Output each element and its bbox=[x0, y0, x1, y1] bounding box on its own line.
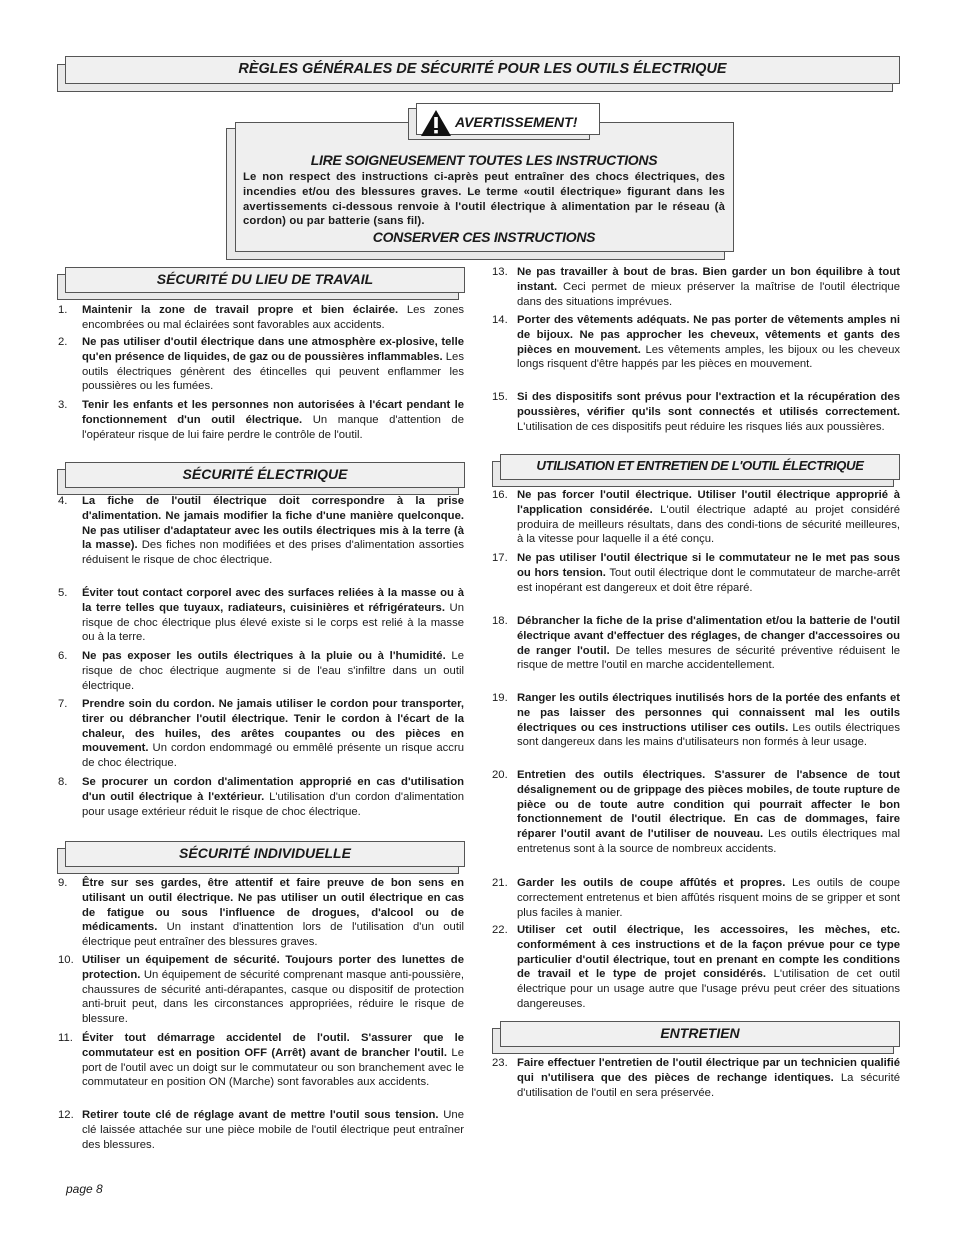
item-body-text: L'utilisation d'un cordon d'alimentation pour usage extérieur réduit le risque de choc électrique. bbox=[82, 790, 464, 818]
item-text bbox=[82, 775, 464, 819]
item-body-text: Les vêtements amples, les bijoux ou les cheveux longs risquent d'être happés par les pièces en mouvement. bbox=[517, 343, 900, 371]
item-body-text: La sécurité d'utilisation de l'outil en sera préservée. bbox=[517, 1071, 900, 1099]
item-bold-text: Ne pas forcer l'outil électrique. Utiliser l'outil électrique approprié à l'application considérée. bbox=[517, 489, 900, 516]
item-bold-text: Éviter tout contact corporel avec des surfaces reliées à la masse ou à la terre telles que tuyaux, radiateurs, cuisinières et réfrigérateurs. bbox=[82, 587, 464, 614]
item-number: 9. bbox=[58, 877, 68, 889]
item-number: 7. bbox=[58, 698, 68, 710]
section-title: SÉCURITÉ ÉLECTRIQUE bbox=[182, 466, 348, 482]
item-number: 1. bbox=[58, 304, 68, 316]
item-number: 22. bbox=[492, 924, 508, 936]
item-bold-text: Ne pas exposer les outils électriques à la pluie ou à l'humidité. bbox=[82, 650, 446, 662]
item-number: 23. bbox=[492, 1057, 508, 1069]
item-number: 14. bbox=[492, 314, 508, 326]
item-text bbox=[517, 876, 900, 920]
item-number: 10. bbox=[58, 954, 74, 966]
item-number: 11. bbox=[58, 1032, 73, 1044]
item-body-text: De telles mesures de sécurité préventive réduisent le risque de mettre l'outil en marche accidentellement. bbox=[517, 644, 900, 672]
item-text bbox=[82, 1031, 464, 1090]
item-text bbox=[517, 1056, 900, 1100]
section-header-personal bbox=[57, 841, 467, 875]
section-title: SÉCURITÉ INDIVIDUELLE bbox=[179, 845, 351, 861]
item-bold-text: Être sur ses gardes, être attentif et faire preuve de bon sens en utilisant un outil électrique. Ne pas utiliser un outil électrique en cas de fatigue ou sous l'influence de drogues, d'alcool ou de médicaments. bbox=[82, 877, 464, 934]
item-number: 4. bbox=[58, 495, 68, 507]
item-number: 20. bbox=[492, 769, 508, 781]
item-bold-text: Maintenir la zone de travail propre et bien éclairée. bbox=[82, 304, 399, 316]
item-number: 17. bbox=[492, 552, 508, 564]
item-number: 21. bbox=[492, 877, 508, 889]
item-body-text: Un cordon endommagé ou emmêlé présente un risque accru de choc électrique. bbox=[82, 742, 464, 769]
warning-title: LIRE SOIGNEUSEMENT TOUTES LES INSTRUCTIONS bbox=[310, 152, 658, 168]
item-number: 2. bbox=[58, 336, 68, 348]
item-number: 16. bbox=[492, 489, 508, 501]
item-text bbox=[82, 398, 464, 442]
item-bold-text: Prendre soin du cordon. Ne jamais utiliser le cordon pour transporter, tirer ou débrancher l'outil électrique. Tenir le cordon à l'écart de la chaleur, des huiles, des arêtes coupantes ou des pièces en mouvement. bbox=[82, 698, 464, 755]
item-number: 12. bbox=[58, 1109, 74, 1121]
item-bold-text: Retirer toute clé de réglage avant de mettre l'outil sous tension. bbox=[82, 1109, 439, 1121]
item-bold-text: Garder les outils de coupe affûtés et propres. bbox=[517, 877, 786, 889]
item-number: 19. bbox=[492, 692, 508, 704]
item-bold-text: Ne pas travailler à bout de bras. Bien garder un bon équilibre à tout instant. bbox=[517, 266, 900, 293]
item-text bbox=[517, 551, 900, 595]
item-body-text: Les outils électriques sont dangereux dans les mains d'utilisateurs non formés à leur usage. bbox=[517, 721, 900, 749]
item-text bbox=[82, 586, 464, 645]
item-bold-text: Tenir les enfants et les personnes non autorisées à l'écart pendant le fonctionnement d'un outil électrique. bbox=[82, 399, 464, 426]
item-text bbox=[82, 303, 464, 333]
item-text bbox=[517, 488, 900, 547]
item-text bbox=[82, 649, 464, 693]
item-body-text: Tout outil électrique dont le commutateur de marche-arrêt est inopérant est dangereux et doit être réparé. bbox=[517, 566, 900, 594]
item-bold-text: Entretien des outils électriques. S'assurer de l'absence de tout désalignement ou de grippage des pièces mobiles, de toute rupture de pièce ou de toute autre condition qui pourrait affecter le bon fonctionnement de l'outil électrique. En cas de dommages, faire réparer l'outil avant de l'utiliser de nouveau. bbox=[517, 769, 900, 840]
warning-footer: CONSERVER CES INSTRUCTIONS bbox=[372, 229, 596, 245]
main-title: RÈGLES GÉNÉRALES DE SÉCURITÉ POUR LES OUTILS ÉLECTRIQUE bbox=[238, 61, 727, 77]
item-bold-text: Débrancher la fiche de la prise d'alimentation et/ou la batterie de l'outil électrique avant d'effectuer des réglages, de changer d'accessoires ou de ranger l'outil. bbox=[517, 615, 900, 657]
item-bold-text: La fiche de l'outil électrique doit correspondre à la prise d'alimentation. Ne jamais modifier la fiche d'une manière quelconque. Ne pas utiliser d'adaptateur avec les outils électriques mis à la terre (à la masse). bbox=[82, 495, 464, 552]
section-header-tool-use bbox=[492, 454, 902, 488]
item-bold-text: Faire effectuer l'entretien de l'outil électrique par un technicien qualifié qui n'utilisera que des pièces de rechange identiques. bbox=[517, 1057, 900, 1084]
item-body-text: Le port de l'outil avec un doigt sur le commutateur ou son branchement avec le commutateur en position ON (Marche) sont favorables aux accidents. bbox=[82, 1046, 464, 1089]
item-text bbox=[517, 923, 900, 1012]
item-bold-text: Porter des vêtements adéquats. Ne pas porter de vêtements amples ni de bijoux. Ne pas approcher les cheveux, vêtements et gants des pièces en mouvement. bbox=[517, 314, 900, 356]
item-text bbox=[82, 494, 464, 568]
item-body-text: Une clé laissée attachée sur une pièce mobile de l'outil électrique peut entraîner des blessures. bbox=[82, 1109, 464, 1151]
item-number: 8. bbox=[58, 776, 68, 788]
item-body-text: Le risque de choc électrique augmente si de l'eau s'infiltre dans un outil électrique. bbox=[82, 650, 464, 692]
item-text bbox=[82, 1108, 464, 1152]
item-body-text: Les outils électriques génèrent des étincelles qui peuvent enflammer les poussières ou les fumées. bbox=[82, 350, 464, 393]
section-title: SÉCURITÉ DU LIEU DE TRAVAIL bbox=[156, 271, 374, 287]
item-text bbox=[517, 265, 900, 309]
item-number: 3. bbox=[58, 399, 68, 411]
item-bold-text: Si des dispositifs sont prévus pour l'extraction et la récupération des poussières, vérifier qu'ils sont connectés et utilisés correctement. bbox=[517, 391, 900, 418]
section-title: ENTRETIEN bbox=[660, 1025, 740, 1041]
item-bold-text: Ranger les outils électriques inutilisés hors de la portée des enfants et ne pas laisser des personnes qui connaissent mal les outils électriques ou ces instructions utiliser ces outils. bbox=[517, 692, 900, 734]
item-number: 5. bbox=[58, 587, 68, 599]
item-body-text: L'outil électrique adapté au projet considéré produira de meilleurs résultats, dans des condi-tions de sécurité meilleures, à la vitesse pour laquelle il a été conçu. bbox=[517, 503, 900, 546]
section-header-electrical bbox=[57, 462, 467, 496]
item-text bbox=[82, 335, 464, 394]
item-text bbox=[517, 691, 900, 750]
item-text bbox=[82, 876, 464, 950]
item-body-text: L'utilisation de cet outil électrique pour un usage autre que l'usage prévu peut créer des situations dangereuses. bbox=[517, 968, 900, 1010]
item-text bbox=[517, 768, 900, 857]
item-body-text: Des fiches non modifiées et des prises d'alimentation assorties réduisent le risque de choc électrique. bbox=[82, 539, 464, 566]
item-bold-text: Utiliser cet outil électrique, les accessoires, les mèches, etc. conformément à ces instructions et de la façon prévue pour ce type particulier d'outil électrique, tout en prenant en compte les conditions de travail et le type de projet considérés. bbox=[517, 924, 900, 981]
main-title-box bbox=[57, 56, 900, 92]
warning-text: Le non respect des instructions ci-après peut entraîner des chocs électriques, des incendies et/ou des blessures graves. Le terme «outil électrique» figurant dans les avertissements ci-dessous renvoie à l'outil électrique à alimentation par le réseau (à cordon) ou par batterie (sans fil). bbox=[243, 171, 725, 228]
item-number: 6. bbox=[58, 650, 68, 662]
item-body-text: Un manque d'attention de l'opérateur risque de lui faire perdre le contrôle de l'outil. bbox=[82, 413, 464, 441]
item-body-text: Les outils électriques mal entretenus sont à la source de nombreux accidents. bbox=[517, 828, 900, 855]
item-body-text: Un risque de choc électrique plus élevé existe si le corps est relié à la masse ou à la terre. bbox=[82, 601, 464, 644]
warning-label: AVERTISSEMENT! bbox=[455, 114, 578, 130]
warning-triangle-icon bbox=[420, 109, 452, 137]
item-bold-text: Ne pas utiliser l'outil électrique si le commutateur ne le met pas sous ou hors tension. bbox=[517, 552, 900, 579]
item-number: 15. bbox=[492, 391, 508, 403]
item-body-text: Ceci permet de mieux préserver la maîtrise de l'outil électrique dans des situations imprévues. bbox=[517, 280, 900, 308]
item-bold-text: Utiliser un équipement de sécurité. Toujours porter des lunettes de protection. bbox=[82, 954, 464, 981]
item-body-text: Les zones encombrées ou mal éclairées sont favorables aux accidents. bbox=[82, 304, 465, 331]
item-body-text: Les outils de coupe correctement entretenus et bien affûtés risquent moins de se gripper et sont plus faciles à manier. bbox=[517, 877, 900, 919]
item-number: 18. bbox=[492, 615, 508, 627]
item-bold-text: Ne pas utiliser d'outil électrique dans une atmosphère ex-plosive, telle qu'en présence de liquides, de gaz ou de poussières inflammables. bbox=[82, 336, 464, 363]
item-text bbox=[517, 390, 900, 434]
item-text bbox=[517, 313, 900, 372]
item-body-text: Un équipement de sécurité comprenant masque anti-poussière, chaussures de sécurité anti-dérapantes, casque ou dispositif de protection anti-bruit peut, dans les circonstances appropriées, réduire le risque de blessure. bbox=[82, 968, 464, 1025]
item-number: 13. bbox=[492, 266, 508, 278]
item-bold-text: Éviter tout démarrage accidentel de l'outil. S'assurer que le commutateur est en position OFF (Arrêt) avant de brancher l'outil. bbox=[82, 1032, 464, 1059]
item-body-text: Un instant d'inattention lors de l'utilisation d'un outil électrique peut entraîner des blessures graves. bbox=[82, 921, 464, 948]
item-text bbox=[82, 697, 464, 771]
section-header-work-area bbox=[57, 267, 467, 301]
item-text bbox=[517, 614, 900, 673]
item-text bbox=[82, 953, 464, 1027]
page-number: page 8 bbox=[66, 1182, 103, 1196]
section-title: UTILISATION ET ENTRETIEN DE L'OUTIL ÉLECTRIQUE bbox=[536, 458, 864, 473]
section-header-service bbox=[492, 1021, 902, 1055]
item-bold-text: Se procurer un cordon d'alimentation approprié en cas d'utilisation d'un outil électrique à l'extérieur. bbox=[82, 776, 464, 803]
item-body-text: L'utilisation de ces dispositifs peut réduire les risques liés aux poussières. bbox=[517, 420, 885, 433]
